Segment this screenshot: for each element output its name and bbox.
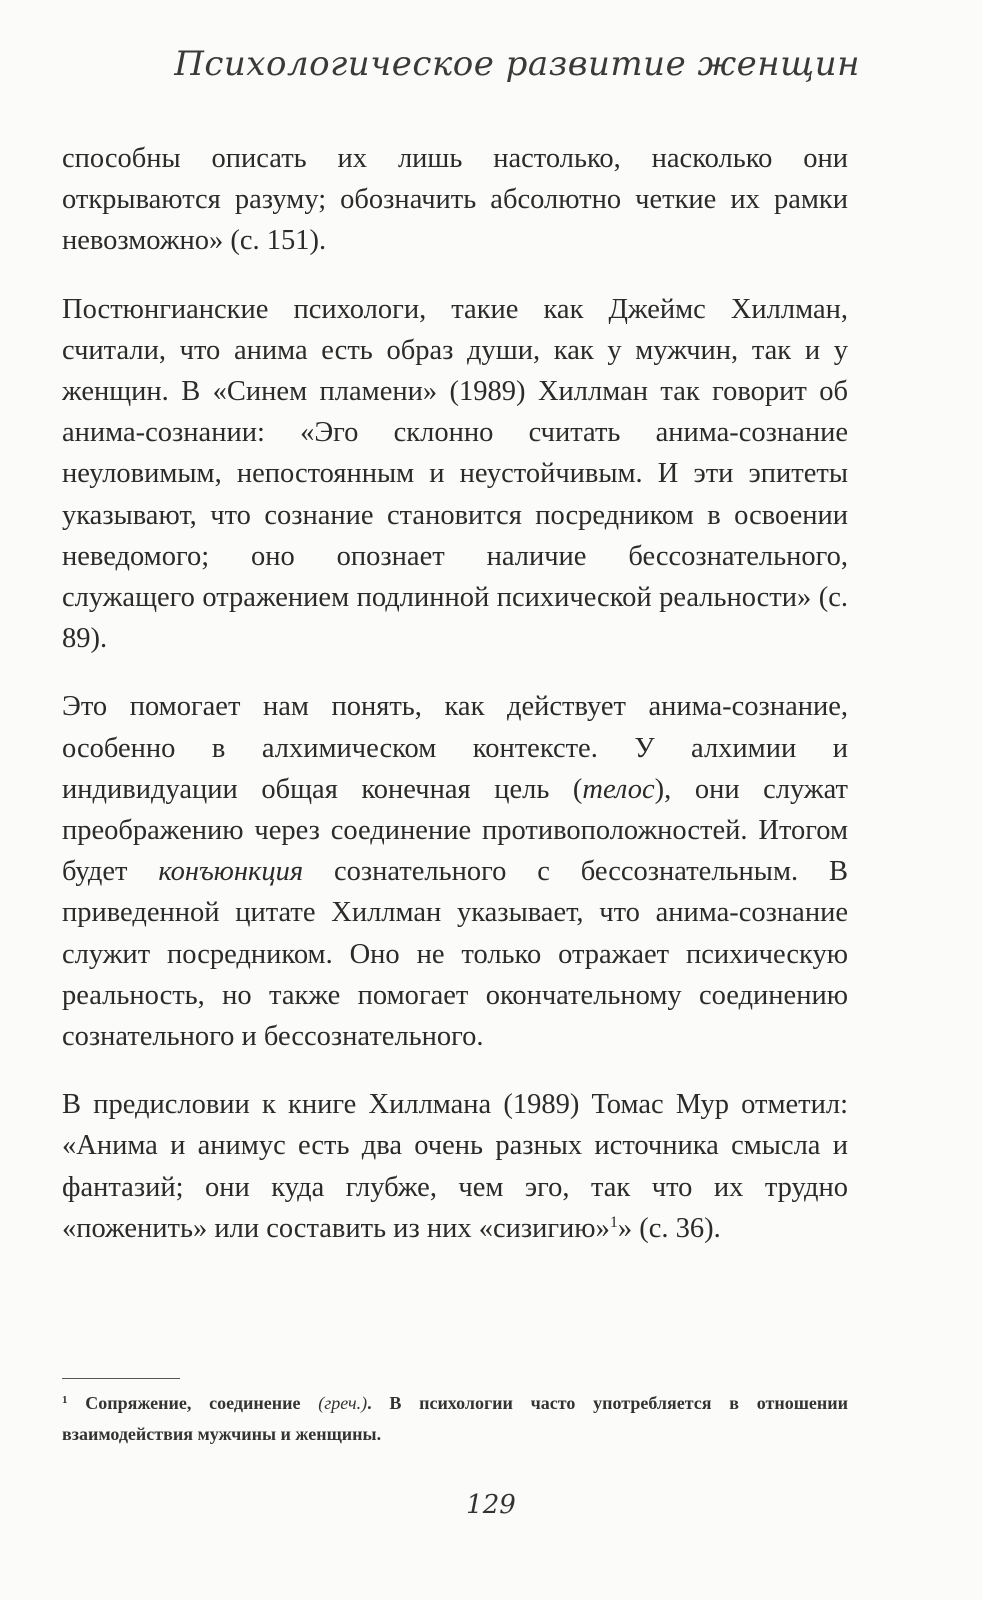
paragraph-4-text-b: » (с. 36). [617,1212,721,1244]
footnote [62,1388,848,1450]
footnote-divider [62,1378,180,1379]
paragraph-3-text-b: ), они служат преображению через соединение противоположностей. Итогом будет [62,773,848,888]
running-head: Психологическое развитие женщин [174,44,860,84]
footnote-text-b: . В психологии часто употребляется в отношении взаимодействия мужчины и женщины. [62,1393,848,1444]
paragraph-3-italic-conjunction: конъюнкция [158,856,304,888]
paragraph-3-text-a: Это помогает нам понять, как действует анима-сознание, особенно в алхимическом контексте. У алхимии и индивидуации общая конечная цель ( [62,691,848,805]
footnote-text-a: Сопряжение, соединение [67,1393,319,1413]
body-text [62,138,848,1276]
paragraph-3 [62,686,848,1057]
paragraph-4-text-a: В предисловии к книге Хиллмана (1989) Томас Мур отметил: «Анима и анимус есть два очень разных источника смысла и фантазий; они куда глубже, чем эго, так что их трудно «поженить» или составить из них «сизигию» [62,1089,848,1244]
paragraph-3-text-c: сознательного с бессознательным. В приведенной цитате Хиллман указывает, что анима-сознание служит посредником. Оно не только отражает психическую реальность, но также помогает окончательному соединению сознательного и бессознательного. [62,856,848,1053]
paragraph-3-italic-telos: телос [582,773,655,805]
page-number: 129 [466,1490,516,1520]
paragraph-4 [62,1084,848,1249]
paragraph-1: способны описать их лишь настолько, насколько они открываются разуму; обозначить абсолютно четкие их рамки невозможно» (с. 151). [62,143,848,257]
footnote-italic: (греч.) [318,1393,368,1413]
footnote-reference: 1 [609,1213,618,1231]
paragraph-2: Постюнгианские психологи, такие как Джеймс Хиллман, считали, что анима есть образ души, как у мужчин, так и у женщин. В «Синем пламени» (1989) Хиллман так говорит об анима-сознании: «Эго склонно считать анима-сознание неуловимым, непостоянным и неустойчивым. И эти эпитеты указывают, что сознание становится посредником в освоении неведомого; оно опознает наличие бессознательного, служащего отражением подлинной психической реальности» (с. 89). [62,293,848,655]
footnote-marker: 1 [62,1394,68,1406]
